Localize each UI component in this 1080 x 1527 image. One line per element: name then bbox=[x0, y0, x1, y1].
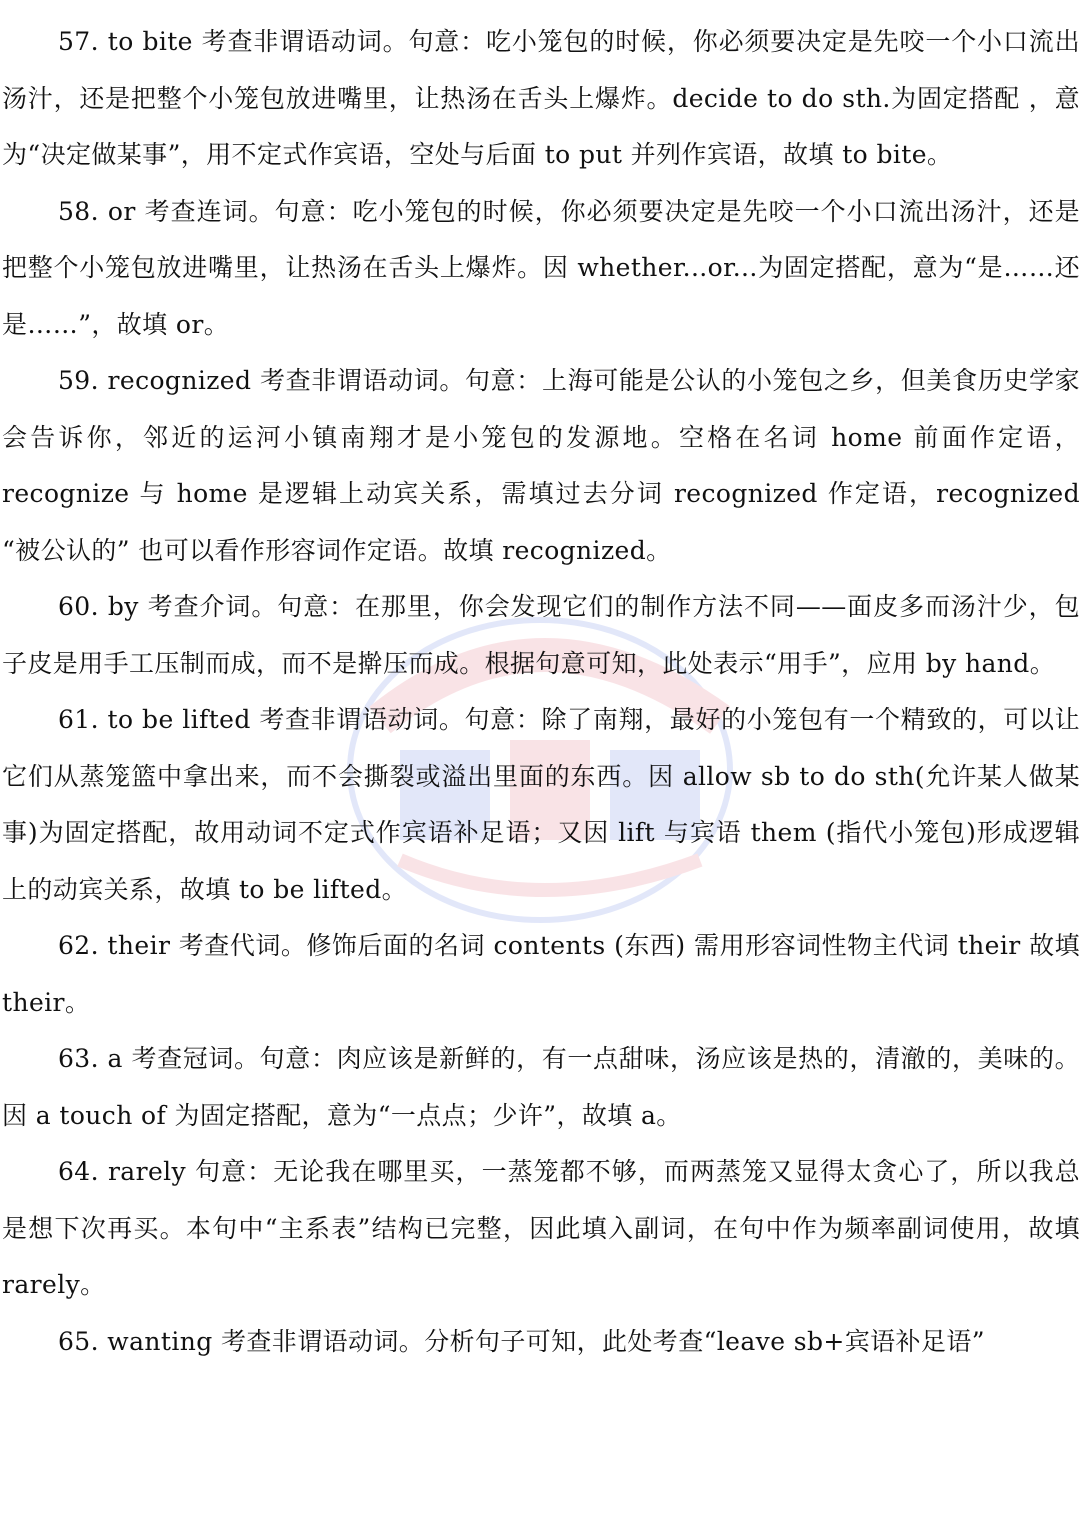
answer-item-59: 59. recognized 考查非谓语动词。句意：上海可能是公认的小笼包之乡，但美食历史学家会告诉你，邻近的运河小镇南翔才是小笼包的发源地。空格在名词 home 前面作定语，recognize 与 home 是逻辑上动宾关系，需填过去分词 recognized 作定语，recognized “被公认的” 也可以看作形容词作定语。故填 recognized。 bbox=[2, 366, 1080, 565]
answer-item-60: 60. by 考查介词。句意：在那里，你会发现它们的制作方法不同——面皮多而汤汁少，包子皮是用手工压制而成，而不是擀压而成。根据句意可知，此处表示“用手”，应用 by hand。 bbox=[2, 592, 1080, 678]
answer-item-65: 65. wanting 考查非谓语动词。分析句子可知，此处考查“leave sb+宾语补足语” bbox=[58, 1326, 985, 1356]
answer-item-58: 58. or 考查连词。句意：吃小笼包的时候，你必须要决定是先咬一个小口流出汤汁，还是把整个小笼包放进嘴里，让热汤在舌头上爆炸。因 whether...or...为固定搭配，意为“是……还是……”，故填 or。 bbox=[2, 196, 1080, 339]
answer-item-61: 61. to be lifted 考查非谓语动词。句意：除了南翔，最好的小笼包有一个精致的，可以让它们从蒸笼篮中拿出来，而不会撕裂或溢出里面的东西。因 allow sb to do sth(允许某人做某事)为固定搭配，故用动词不定式作宾语补足语；又因 lift 与宾语 them (指代小笼包)形成逻辑上的动宾关系，故填 to be lifted。 bbox=[2, 705, 1080, 904]
answer-item-62: 62. their 考查代词。修饰后面的名词 contents (东西) 需用形容词性物主代词 their 故填 their。 bbox=[2, 931, 1080, 1017]
answer-explanations bbox=[0, 14, 1080, 1370]
answer-item-63: 63. a 考查冠词。句意：肉应该是新鲜的，有一点甜味，汤应该是热的，清澈的，美味的。因 a touch of 为固定搭配，意为“一点点；少许”，故填 a。 bbox=[2, 1044, 1080, 1130]
answer-item-64: 64. rarely 句意：无论我在哪里买，一蒸笼都不够，而两蒸笼又显得太贪心了，所以我总是想下次再买。本句中“主系表”结构已完整，因此填入副词，在句中作为频率副词使用，故填 rarely。 bbox=[2, 1157, 1080, 1299]
answer-item-57: 57. to bite 考查非谓语动词。句意：吃小笼包的时候，你必须要决定是先咬一个小口流出汤汁，还是把整个小笼包放进嘴里，让热汤在舌头上爆炸。decide to do sth.为固定搭配 ，意为“决定做某事”，用不定式作宾语，空处与后面 to put 并列作宾语，故填 to bite。 bbox=[2, 27, 1080, 169]
